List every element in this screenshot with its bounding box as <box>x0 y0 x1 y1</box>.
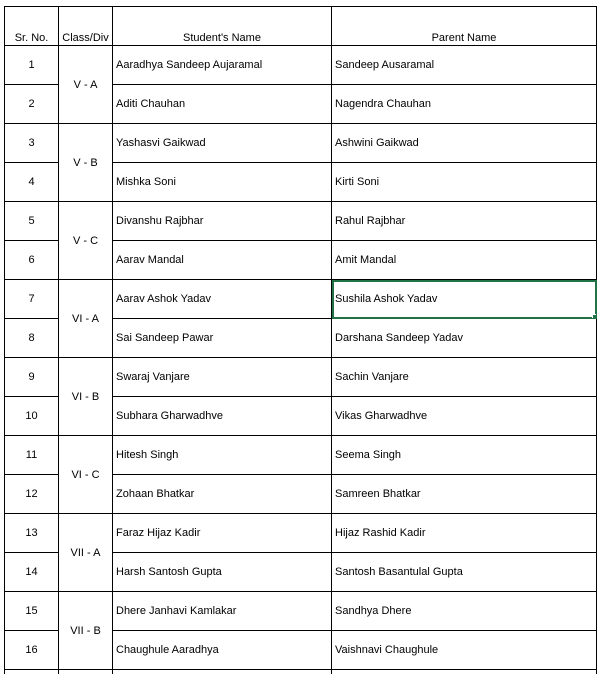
table-row <box>5 436 597 475</box>
header-parent-name[interactable]: Parent Name <box>332 7 597 46</box>
sr-no-cell[interactable]: 8 <box>5 319 59 358</box>
class-div-cell[interactable]: VI - B <box>59 358 113 436</box>
student-name-cell[interactable]: Swaraj Vanjare <box>113 358 332 397</box>
student-name-cell[interactable]: Harsh Santosh Gupta <box>113 553 332 592</box>
parent-name-cell[interactable]: Vaishnavi Chaughule <box>332 631 597 670</box>
student-name-cell[interactable]: Divanshu Rajbhar <box>113 202 332 241</box>
parent-name-cell[interactable]: Darshana Sandeep Yadav <box>332 319 597 358</box>
parent-name-cell[interactable]: Rahul Rajbhar <box>332 202 597 241</box>
student-name-cell[interactable]: Zohaan Bhatkar <box>113 475 332 514</box>
empty-cell[interactable] <box>59 670 113 674</box>
table-row <box>5 358 597 397</box>
student-name-cell[interactable]: Chaughule Aaradhya <box>113 631 332 670</box>
header-class-div[interactable]: Class/Div <box>59 7 113 46</box>
table-row <box>5 514 597 553</box>
class-div-cell[interactable]: V - B <box>59 124 113 202</box>
sr-no-cell[interactable]: 12 <box>5 475 59 514</box>
sr-no-cell[interactable]: 15 <box>5 592 59 631</box>
sr-no-cell[interactable]: 6 <box>5 241 59 280</box>
parent-name-cell[interactable]: Amit Mandal <box>332 241 597 280</box>
student-name-cell[interactable]: Sai Sandeep Pawar <box>113 319 332 358</box>
student-name-cell[interactable]: Aarav Mandal <box>113 241 332 280</box>
sr-no-cell[interactable]: 14 <box>5 553 59 592</box>
empty-cell[interactable] <box>332 670 597 674</box>
parent-name-cell[interactable]: Santosh Basantulal Gupta <box>332 553 597 592</box>
parent-name-cell[interactable]: Samreen Bhatkar <box>332 475 597 514</box>
sr-no-cell[interactable]: 16 <box>5 631 59 670</box>
class-div-cell[interactable]: VI - A <box>59 280 113 358</box>
partial-row <box>5 670 597 674</box>
student-table <box>4 6 597 674</box>
student-name-cell[interactable]: Dhere Janhavi Kamlakar <box>113 592 332 631</box>
table-row <box>5 592 597 631</box>
student-name-cell[interactable]: Mishka Soni <box>113 163 332 202</box>
parent-name-cell[interactable]: Hijaz Rashid Kadir <box>332 514 597 553</box>
parent-name-cell[interactable]: Ashwini Gaikwad <box>332 124 597 163</box>
sr-no-cell[interactable]: 11 <box>5 436 59 475</box>
sr-no-cell[interactable]: 7 <box>5 280 59 319</box>
header-student-name[interactable]: Student's Name <box>113 7 332 46</box>
sr-no-cell[interactable]: 10 <box>5 397 59 436</box>
parent-name-cell[interactable]: Vikas Gharwadhve <box>332 397 597 436</box>
header-sr-no[interactable]: Sr. No. <box>5 7 59 46</box>
student-name-cell[interactable]: Aarav Ashok Yadav <box>113 280 332 319</box>
sr-no-cell[interactable]: 5 <box>5 202 59 241</box>
student-name-cell[interactable]: Hitesh Singh <box>113 436 332 475</box>
parent-name-cell[interactable]: Sandeep Ausaramal <box>332 46 597 85</box>
class-div-cell[interactable]: VII - B <box>59 592 113 670</box>
parent-name-cell[interactable]: Kirti Soni <box>332 163 597 202</box>
student-name-cell[interactable]: Aaradhya Sandeep Aujaramal <box>113 46 332 85</box>
table-row <box>5 280 597 319</box>
selected-cell[interactable]: Sushila Ashok Yadav <box>332 280 597 319</box>
student-name-cell[interactable]: Aditi Chauhan <box>113 85 332 124</box>
student-name-cell[interactable]: Faraz Hijaz Kadir <box>113 514 332 553</box>
parent-name-cell[interactable]: Sachin Vanjare <box>332 358 597 397</box>
table-row <box>5 46 597 85</box>
sr-no-cell[interactable]: 9 <box>5 358 59 397</box>
parent-name-cell[interactable]: Sandhya Dhere <box>332 592 597 631</box>
parent-name-cell[interactable]: Seema Singh <box>332 436 597 475</box>
class-div-cell[interactable]: VII - A <box>59 514 113 592</box>
student-name-cell[interactable]: Subhara Gharwadhve <box>113 397 332 436</box>
empty-cell[interactable] <box>113 670 332 674</box>
table-row <box>5 202 597 241</box>
empty-cell[interactable] <box>5 670 59 674</box>
table-row <box>5 124 597 163</box>
student-name-cell[interactable]: Yashasvi Gaikwad <box>113 124 332 163</box>
class-div-cell[interactable]: VI - C <box>59 436 113 514</box>
sr-no-cell[interactable]: 2 <box>5 85 59 124</box>
header-row <box>5 7 597 46</box>
sr-no-cell[interactable]: 4 <box>5 163 59 202</box>
parent-name-cell[interactable]: Nagendra Chauhan <box>332 85 597 124</box>
class-div-cell[interactable]: V - A <box>59 46 113 124</box>
class-div-cell[interactable]: V - C <box>59 202 113 280</box>
sr-no-cell[interactable]: 13 <box>5 514 59 553</box>
fill-handle[interactable] <box>592 314 597 319</box>
sr-no-cell[interactable]: 1 <box>5 46 59 85</box>
spreadsheet-grid <box>4 6 597 674</box>
sr-no-cell[interactable]: 3 <box>5 124 59 163</box>
